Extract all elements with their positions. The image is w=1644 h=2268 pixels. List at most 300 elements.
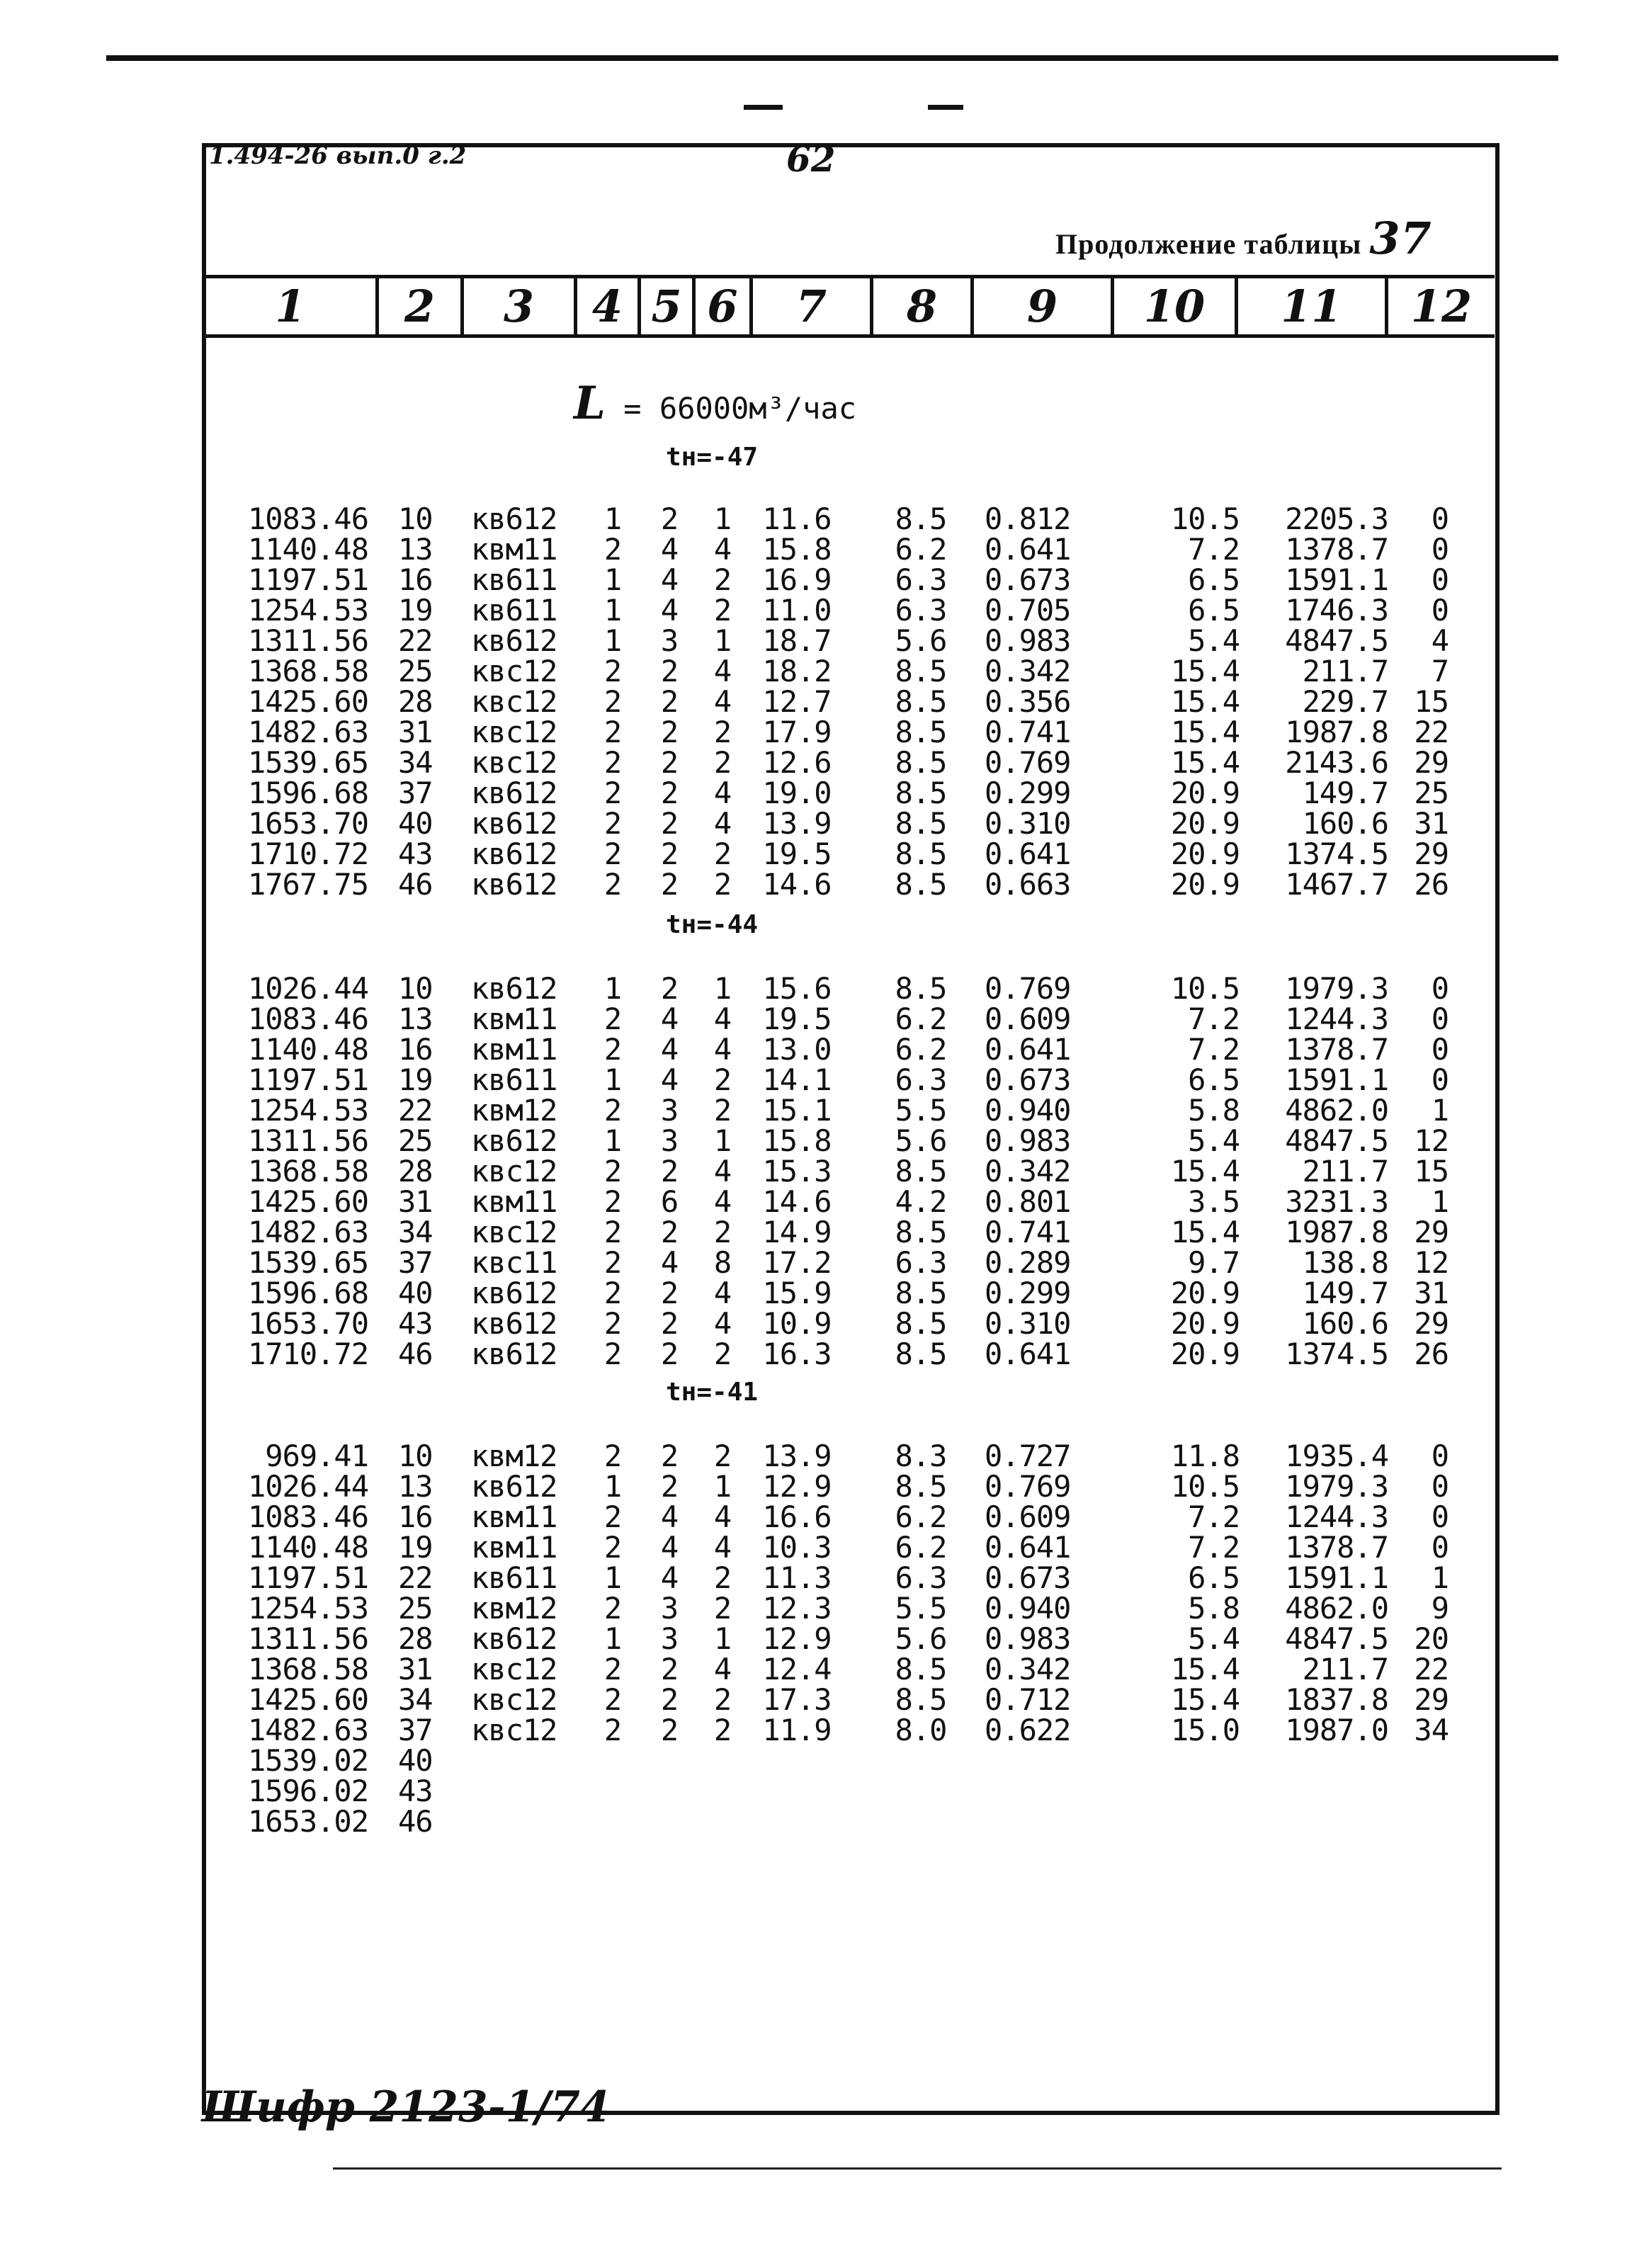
table-cell-col-1: 1368.58 [247,654,368,688]
table-cell-col-8: 8.5 [895,745,947,780]
table-cell-col-7: 17.2 [762,1245,832,1280]
table-cell-col-2: 28 [398,1621,433,1656]
table-cell-col-9: 0.641 [985,1337,1071,1371]
table-cell-col-8: 8.5 [895,684,947,719]
column-number: 4 [591,280,623,332]
table-cell-col-4: 2 [603,867,622,902]
table-cell-col-11: 1378.7 [1285,1530,1388,1565]
table-cell-col-3: кв612 [471,1621,557,1656]
table-cell-col-3: квс12 [471,684,557,719]
table-row [227,1306,1473,1341]
table-cell-col-10: 15.4 [1170,1652,1240,1686]
table-cell-col-1: 1140.48 [247,1530,368,1565]
continuation-label: Продолжение таблицы [1055,228,1362,260]
table-cell-col-11: 211.7 [1302,1652,1388,1686]
table-cell-col-11: 1374.5 [1285,1337,1388,1371]
table-cell-col-8: 6.2 [895,532,947,567]
table-cell-col-11: 1987.8 [1285,1215,1388,1249]
table-row [227,1245,1473,1280]
table-cell-col-3: квм11 [471,1002,557,1036]
table-cell-col-5: 3 [660,1123,679,1158]
table-cell-col-11: 1979.3 [1285,1469,1388,1504]
table-cell-col-1: 1596.68 [247,776,368,810]
table-cell-col-8: 6.3 [895,1245,947,1280]
sheet-stamp: 1.494-26 вып.0 г.2 [209,142,467,170]
table-cell-col-10: 7.2 [1188,1032,1240,1067]
table-cell-col-10: 20.9 [1170,806,1240,841]
table-cell-col-10: 5.8 [1188,1591,1240,1626]
table-cell-col-8: 8.5 [895,776,947,810]
table-cell-col-10: 5.4 [1188,1621,1240,1656]
column-number: 6 [707,280,738,332]
table-cell-col-12: 20 [1414,1621,1449,1656]
table-cell-col-8: 5.5 [895,1591,947,1626]
table-cell-col-12: 0 [1431,1032,1449,1067]
table-cell-col-8: 8.5 [895,715,947,749]
table-cell-col-2: 22 [398,1560,433,1595]
table-cell-col-12: 0 [1431,1002,1449,1036]
table-cell-col-10: 9.7 [1188,1245,1240,1280]
table-cell-col-3: квс12 [471,1154,557,1189]
table-cell-col-12: 26 [1414,867,1449,902]
table-cell-col-7: 14.6 [762,867,832,902]
table-cell-col-7: 16.6 [762,1499,832,1534]
table-cell-col-5: 4 [660,593,679,628]
table-cell-col-3: квс12 [471,1215,557,1249]
flow-symbol: L [574,377,606,430]
table-cell-col-9: 0.727 [985,1439,1071,1473]
section-title: tн=-47 [666,443,759,472]
column-number: 9 [1026,280,1058,332]
table-cell-col-6: 2 [713,1560,732,1595]
table-cell-col-11: 229.7 [1302,684,1388,719]
table-cell-col-3: кв612 [471,1469,557,1504]
table-cell-col-3: кв612 [471,806,557,841]
table-cell-col-12: 29 [1414,745,1449,780]
table-cell-col-2: 40 [398,806,433,841]
table-cell-col-1: 1653.70 [247,1306,368,1341]
table-cell-col-3: квс12 [471,1713,557,1747]
table-cell-col-7: 14.9 [762,1215,832,1249]
table-cell-col-7: 15.1 [762,1093,832,1128]
table-cell-col-1: 1653.02 [247,1804,368,1839]
table-cell-col-5: 4 [660,1002,679,1036]
table-cell-col-4: 1 [603,1469,622,1504]
table-row [227,1032,1473,1067]
table-cell-col-12: 34 [1414,1713,1449,1747]
table-row [227,1652,1473,1686]
table-cell-col-5: 2 [660,1469,679,1504]
table-cell-col-4: 2 [603,1245,622,1280]
table-cell-col-12: 22 [1414,715,1449,749]
table-cell-col-5: 2 [660,971,679,1006]
table-cell-col-1: 1368.58 [247,1652,368,1686]
table-cell-col-5: 2 [660,1337,679,1371]
table-cell-col-1: 1425.60 [247,684,368,719]
table-row [227,1804,1473,1839]
table-cell-col-3: квм11 [471,1530,557,1565]
table-cell-col-2: 46 [398,1804,433,1839]
table-cell-col-3: кв612 [471,1337,557,1371]
table-cell-col-6: 1 [713,1469,732,1504]
table-cell-col-2: 19 [398,1062,433,1097]
table-row [227,1560,1473,1595]
table-cell-col-9: 0.342 [985,1154,1071,1189]
table-row [227,1154,1473,1189]
table-cell-col-7: 16.3 [762,1337,832,1371]
table-cell-col-6: 1 [713,623,732,658]
table-cell-col-2: 16 [398,1499,433,1534]
table-cell-col-11: 1378.7 [1285,532,1388,567]
table-cell-col-2: 34 [398,745,433,780]
table-cell-col-12: 15 [1414,1154,1449,1189]
table-cell-col-11: 3231.3 [1285,1184,1388,1219]
table-cell-col-4: 2 [603,1276,622,1310]
table-cell-col-12: 0 [1431,1469,1449,1504]
table-cell-col-8: 8.5 [895,1215,947,1249]
table-cell-col-5: 4 [660,1245,679,1280]
table-cell-col-4: 2 [603,776,622,810]
table-cell-col-3: квм11 [471,1032,557,1067]
table-cell-col-12: 1 [1431,1093,1449,1128]
table-cell-col-7: 15.8 [762,532,832,567]
table-cell-col-1: 1482.63 [247,1713,368,1747]
table-cell-col-5: 4 [660,1032,679,1067]
bottom-rule [333,2167,1502,2170]
table-cell-col-6: 4 [713,1499,732,1534]
table-cell-col-1: 1539.65 [247,745,368,780]
table-cell-col-6: 2 [713,1439,732,1473]
table-row [227,1713,1473,1747]
table-cell-col-12: 29 [1414,1215,1449,1249]
table-cell-col-4: 2 [603,532,622,567]
table-cell-col-10: 20.9 [1170,776,1240,810]
table-cell-col-2: 10 [398,971,433,1006]
table-cell-col-12: 0 [1431,1439,1449,1473]
table-row [227,501,1473,536]
table-cell-col-9: 0.641 [985,1530,1071,1565]
table-cell-col-6: 2 [713,745,732,780]
table-cell-col-1: 1254.53 [247,593,368,628]
table-cell-col-4: 1 [603,1560,622,1595]
table-cell-col-10: 20.9 [1170,837,1240,871]
table-cell-col-6: 4 [713,1184,732,1219]
table-cell-col-3: кв612 [471,1306,557,1341]
table-cell-col-4: 2 [603,1154,622,1189]
table-cell-col-7: 17.3 [762,1682,832,1717]
table-cell-col-9: 0.673 [985,1062,1071,1097]
table-cell-col-9: 0.289 [985,1245,1071,1280]
table-cell-col-8: 8.5 [895,1337,947,1371]
table-cell-col-11: 2205.3 [1285,501,1388,536]
table-cell-col-11: 149.7 [1302,776,1388,810]
table-cell-col-9: 0.342 [985,1652,1071,1686]
table-cell-col-8: 6.3 [895,562,947,597]
table-cell-col-4: 2 [603,1682,622,1717]
table-cell-col-9: 0.940 [985,1093,1071,1128]
table-cell-col-10: 15.4 [1170,1215,1240,1249]
table-cell-col-11: 211.7 [1302,1154,1388,1189]
table-cell-col-10: 5.8 [1188,1093,1240,1128]
table-cell-col-9: 0.609 [985,1002,1071,1036]
table-cell-col-1: 1368.58 [247,1154,368,1189]
table-cell-col-2: 31 [398,1184,433,1219]
table-cell-col-2: 37 [398,776,433,810]
table-cell-col-6: 4 [713,806,732,841]
flow-value: = 66000м³/час [623,391,857,426]
table-cell-col-10: 11.8 [1170,1439,1240,1473]
table-cell-col-6: 1 [713,501,732,536]
table-cell-col-3: кв612 [471,837,557,871]
table-cell-col-9: 0.983 [985,1621,1071,1656]
table-row [227,778,1473,808]
table-cell-col-1: 1311.56 [247,1123,368,1158]
table-cell-col-3: кв612 [471,501,557,536]
table-cell-col-2: 43 [398,837,433,871]
table-cell-col-1: 1539.02 [247,1743,368,1778]
table-cell-col-4: 1 [603,623,622,658]
table-cell-col-1: 1197.51 [247,1560,368,1595]
table-body [227,0,1473,2125]
table-cell-col-5: 4 [660,562,679,597]
table-cell-col-3: квм11 [471,1184,557,1219]
table-cell-col-5: 2 [660,806,679,841]
table-cell-col-6: 4 [713,776,732,810]
table-cell-col-2: 22 [398,1093,433,1128]
table-cell-col-4: 2 [603,1530,622,1565]
table-cell-col-2: 13 [398,1002,433,1036]
table-cell-col-6: 1 [713,1621,732,1656]
table-cell-col-1: 1596.02 [247,1774,368,1808]
table-cell-col-6: 4 [713,684,732,719]
table-cell-col-3: кв611 [471,593,557,628]
table-cell-col-7: 12.9 [762,1469,832,1504]
table-cell-col-9: 0.769 [985,745,1071,780]
table-cell-col-8: 6.2 [895,1530,947,1565]
table-cell-col-11: 1591.1 [1285,1062,1388,1097]
table-row [227,654,1473,688]
table-cell-col-6: 1 [713,971,732,1006]
cipher-code: Шифр 2123-1/74 [202,2082,610,2132]
table-cell-col-2: 16 [398,562,433,597]
table-cell-col-7: 11.6 [762,501,832,536]
table-cell-col-9: 0.705 [985,593,1071,628]
table-cell-col-7: 12.7 [762,684,832,719]
table-cell-col-10: 3.5 [1188,1184,1240,1219]
table-cell-col-1: 1710.72 [247,837,368,871]
table-cell-col-7: 14.1 [762,1062,832,1097]
table-cell-col-10: 15.4 [1170,654,1240,688]
table-cell-col-9: 0.310 [985,1306,1071,1341]
table-cell-col-2: 37 [398,1245,433,1280]
table-cell-col-6: 4 [713,1652,732,1686]
table-cell-col-11: 160.6 [1302,806,1388,841]
table-cell-col-10: 15.4 [1170,715,1240,749]
table-cell-col-7: 19.5 [762,1002,832,1036]
table-cell-col-9: 0.673 [985,1560,1071,1595]
column-number: 11 [1281,280,1342,332]
table-cell-col-8: 8.5 [895,1652,947,1686]
table-cell-col-12: 0 [1431,1530,1449,1565]
table-cell-col-8: 6.2 [895,1499,947,1534]
table-cell-col-2: 46 [398,867,433,902]
table-cell-col-10: 15.4 [1170,1682,1240,1717]
table-cell-col-9: 0.769 [985,1469,1071,1504]
table-cell-col-3: кв612 [471,623,557,658]
table-cell-col-7: 18.2 [762,654,832,688]
table-cell-col-4: 2 [603,715,622,749]
table-cell-col-7: 15.3 [762,1154,832,1189]
table-cell-col-2: 25 [398,654,433,688]
table-cell-col-8: 8.5 [895,1469,947,1504]
table-cell-col-3: кв612 [471,971,557,1006]
table-row [227,745,1473,780]
table-cell-col-8: 6.3 [895,593,947,628]
table-cell-col-10: 15.4 [1170,745,1240,780]
table-cell-col-3: кв612 [471,1123,557,1158]
table-cell-col-2: 43 [398,1306,433,1341]
table-cell-col-4: 2 [603,1713,622,1747]
table-cell-col-2: 37 [398,1713,433,1747]
table-cell-col-7: 12.9 [762,1621,832,1656]
table-cell-col-11: 4847.5 [1285,1621,1388,1656]
table-cell-col-5: 2 [660,1276,679,1310]
table-cell-col-11: 4847.5 [1285,1123,1388,1158]
table-row [227,1123,1473,1158]
table-cell-col-2: 19 [398,593,433,628]
table-row [227,839,1473,869]
table-cell-col-1: 969.41 [265,1439,368,1473]
table-cell-col-2: 43 [398,1774,433,1808]
table-cell-col-6: 4 [713,1306,732,1341]
table-cell-col-6: 2 [713,1062,732,1097]
table-cell-col-9: 0.310 [985,806,1071,841]
table-row [227,1004,1473,1034]
table-cell-col-3: квм12 [471,1093,557,1128]
table-cell-col-8: 5.6 [895,623,947,658]
table-cell-col-10: 15.4 [1170,1154,1240,1189]
table-cell-col-5: 4 [660,532,679,567]
table-cell-col-3: квм11 [471,532,557,567]
table-cell-col-11: 138.8 [1302,1245,1388,1280]
table-cell-col-9: 0.940 [985,1591,1071,1626]
table-cell-col-12: 0 [1431,593,1449,628]
table-cell-col-9: 0.712 [985,1682,1071,1717]
table-cell-col-1: 1311.56 [247,1621,368,1656]
table-cell-col-3: квм12 [471,1591,557,1626]
table-cell-col-11: 1591.1 [1285,1560,1388,1595]
table-cell-col-6: 4 [713,1002,732,1036]
table-cell-col-11: 1979.3 [1285,971,1388,1006]
table-cell-col-8: 8.5 [895,837,947,871]
table-cell-col-1: 1425.60 [247,1682,368,1717]
table-cell-col-11: 1591.1 [1285,562,1388,597]
table-cell-col-5: 2 [660,654,679,688]
table-cell-col-1: 1140.48 [247,1032,368,1067]
table-cell-col-12: 12 [1414,1123,1449,1158]
table-cell-col-11: 1987.8 [1285,715,1388,749]
table-cell-col-5: 2 [660,1652,679,1686]
table-cell-col-9: 0.983 [985,1123,1071,1158]
table-cell-col-5: 2 [660,1682,679,1717]
table-cell-col-9: 0.299 [985,776,1071,810]
table-cell-col-7: 19.5 [762,837,832,871]
table-cell-col-4: 2 [603,1499,622,1534]
table-cell-col-11: 4862.0 [1285,1093,1388,1128]
table-cell-col-5: 6 [660,1184,679,1219]
table-cell-col-3: квс12 [471,745,557,780]
table-row [227,1776,1473,1806]
table-cell-col-8: 5.6 [895,1621,947,1656]
table-cell-col-10: 5.4 [1188,623,1240,658]
table-cell-col-9: 0.983 [985,623,1071,658]
table-cell-col-12: 26 [1414,1337,1449,1371]
table-cell-col-5: 3 [660,623,679,658]
table-row [227,623,1473,658]
table-cell-col-10: 6.5 [1188,1560,1240,1595]
table-cell-col-12: 15 [1414,684,1449,719]
table-row [227,1062,1473,1097]
table-cell-col-5: 2 [660,776,679,810]
table-cell-col-12: 29 [1414,1306,1449,1341]
table-cell-col-12: 1 [1431,1560,1449,1595]
column-number: 10 [1143,280,1206,332]
table-cell-col-9: 0.673 [985,562,1071,597]
table-cell-col-3: квм12 [471,1439,557,1473]
table-cell-col-4: 2 [603,684,622,719]
table-cell-col-7: 14.6 [762,1184,832,1219]
table-row [227,562,1473,597]
table-cell-col-12: 29 [1414,1682,1449,1717]
table-cell-col-2: 19 [398,1530,433,1565]
table-cell-col-10: 6.5 [1188,1062,1240,1097]
table-cell-col-10: 20.9 [1170,1306,1240,1341]
table-cell-col-2: 34 [398,1215,433,1249]
table-cell-col-11: 1378.7 [1285,1032,1388,1067]
table-cell-col-4: 1 [603,1123,622,1158]
table-cell-col-4: 1 [603,562,622,597]
table-cell-col-1: 1083.46 [247,501,368,536]
table-cell-col-3: квс11 [471,1245,557,1280]
table-cell-col-6: 2 [713,1682,732,1717]
table-cell-col-5: 4 [660,1560,679,1595]
table-cell-col-7: 13.0 [762,1032,832,1067]
table-cell-col-7: 15.9 [762,1276,832,1310]
table-cell-col-12: 0 [1431,1499,1449,1534]
table-cell-col-6: 8 [713,1245,732,1280]
table-cell-col-6: 2 [713,1713,732,1747]
table-cell-col-8: 8.5 [895,1306,947,1341]
table-cell-col-8: 8.5 [895,867,947,902]
table-row [227,684,1473,719]
table-cell-col-8: 6.3 [895,1062,947,1097]
table-cell-col-7: 11.3 [762,1560,832,1595]
table-cell-col-12: 1 [1431,1184,1449,1219]
table-cell-col-6: 4 [713,1032,732,1067]
table-cell-col-5: 4 [660,1530,679,1565]
table-cell-col-5: 2 [660,745,679,780]
table-cell-col-9: 0.641 [985,837,1071,871]
table-cell-col-6: 2 [713,562,732,597]
table-cell-col-5: 2 [660,1306,679,1341]
table-cell-col-4: 1 [603,971,622,1006]
table-cell-col-1: 1254.53 [247,1093,368,1128]
table-cell-col-5: 2 [660,1713,679,1747]
table-cell-col-6: 4 [713,1530,732,1565]
table-row [227,1530,1473,1565]
table-cell-col-9: 0.641 [985,1032,1071,1067]
table-cell-col-3: кв612 [471,1276,557,1310]
